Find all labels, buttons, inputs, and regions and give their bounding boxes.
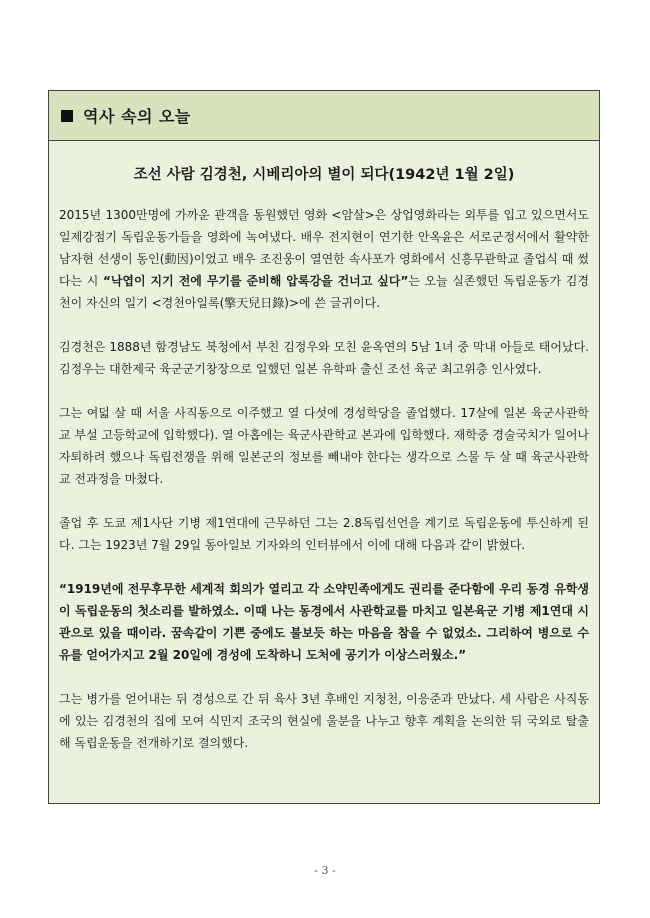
paragraph-1-text-a: 2015년 1300만명에 가까운 관객을 동원했던 영화 <암살>은 상업영화라는 외투를 입고 있으면서도 일제강점기 독립운동가들을 영화에 녹여냈다. 배우 전지현이 연기한 안옥윤은 서로군정서에서 활약한 남자현 선생이 동인(動因)이었고 배우 조진웅이 열연한 속사포가 영화에서 신흥무관학교 졸업식 때 썼다는 시 (59, 208, 589, 288)
paragraph-5: 그는 병가를 얻어내는 뒤 경성으로 간 뒤 육사 3년 후배인 지청천, 이응준과 만났다. 세 사람은 사직동에 있는 김경천의 집에 모여 식민지 조국의 현실에 울분을 나누고 향후 계획을 논의한 뒤 국외로 탈출해 독립운동을 전개하기로 결의했다. (59, 692, 589, 750)
article-body (49, 163, 599, 754)
page-number: - 3 - (314, 864, 336, 877)
paragraph-4: 졸업 후 도쿄 제1사단 기병 제1연대에 근무하던 그는 2.8독립선언을 계기로 독립운동에 투신하게 된다. 그는 1923년 7월 29일 동아일보 기자와의 인터뷰에서 이에 대해 다음과 같이 밝혔다. (59, 516, 589, 552)
paragraph-2: 김경천은 1888년 함경남도 북청에서 부친 김정우와 모친 윤옥연의 5남 1녀 중 막내 아들로 태어났다. 김정우는 대한제국 육군군기창장으로 일했던 일본 유학파 출신 조선 육군 최고위층 인사였다. (59, 340, 589, 376)
square-bullet-icon (61, 110, 73, 122)
section-title: 역사 속의 오늘 (83, 107, 191, 126)
section-header (49, 91, 599, 141)
paragraph-1 (59, 204, 589, 314)
article-box (48, 90, 600, 804)
paragraph-1-text-c: 는 오늘 실존했던 독립운동가 김경천이 자신의 일기 <경천아일록(擎天兒日錄)>에 쓴 글귀이다. (59, 274, 589, 310)
poem-quote: “낙엽이 지기 전에 무기를 준비해 압록강을 건너고 싶다” (102, 274, 409, 288)
article-title: 조선 사람 김경천, 시베리아의 별이 되다(1942년 1월 2일) (133, 167, 515, 183)
interview-quote: “1919년에 전무후무한 세계적 회의가 열리고 각 소약민족에게도 권리를 준다함에 우리 동경 유학생이 독립운동의 첫소리를 발하였소. 이때 나는 동경에서 사관학교를 마치고 일본육군 기병 제1연대 시관으로 있을 때이라. 꿈속같이 기쁜 중에도 불보듯 하는 마음을 참을 수 없었소. 그리하여 병으로 수유를 얻어가지고 2월 20일에 경성에 도착하니 도처에 공기가 이상스러웠소.” (59, 582, 589, 662)
paragraph-3: 그는 여덟 살 때 서울 사직동으로 이주했고 열 다섯에 경성학당을 졸업했다. 17살에 일본 육군사관학교 부설 고등학교에 입학했다). 열 아홉에는 육군사관학교 본과에 입학했다. 재학중 경술국치가 일어나 자퇴하려 했으나 독립전쟁을 위해 일본군의 정보를 빼내야 한다는 생각으로 스물 두 살 때 육군사관학교 전과정을 마쳤다. (59, 406, 589, 486)
